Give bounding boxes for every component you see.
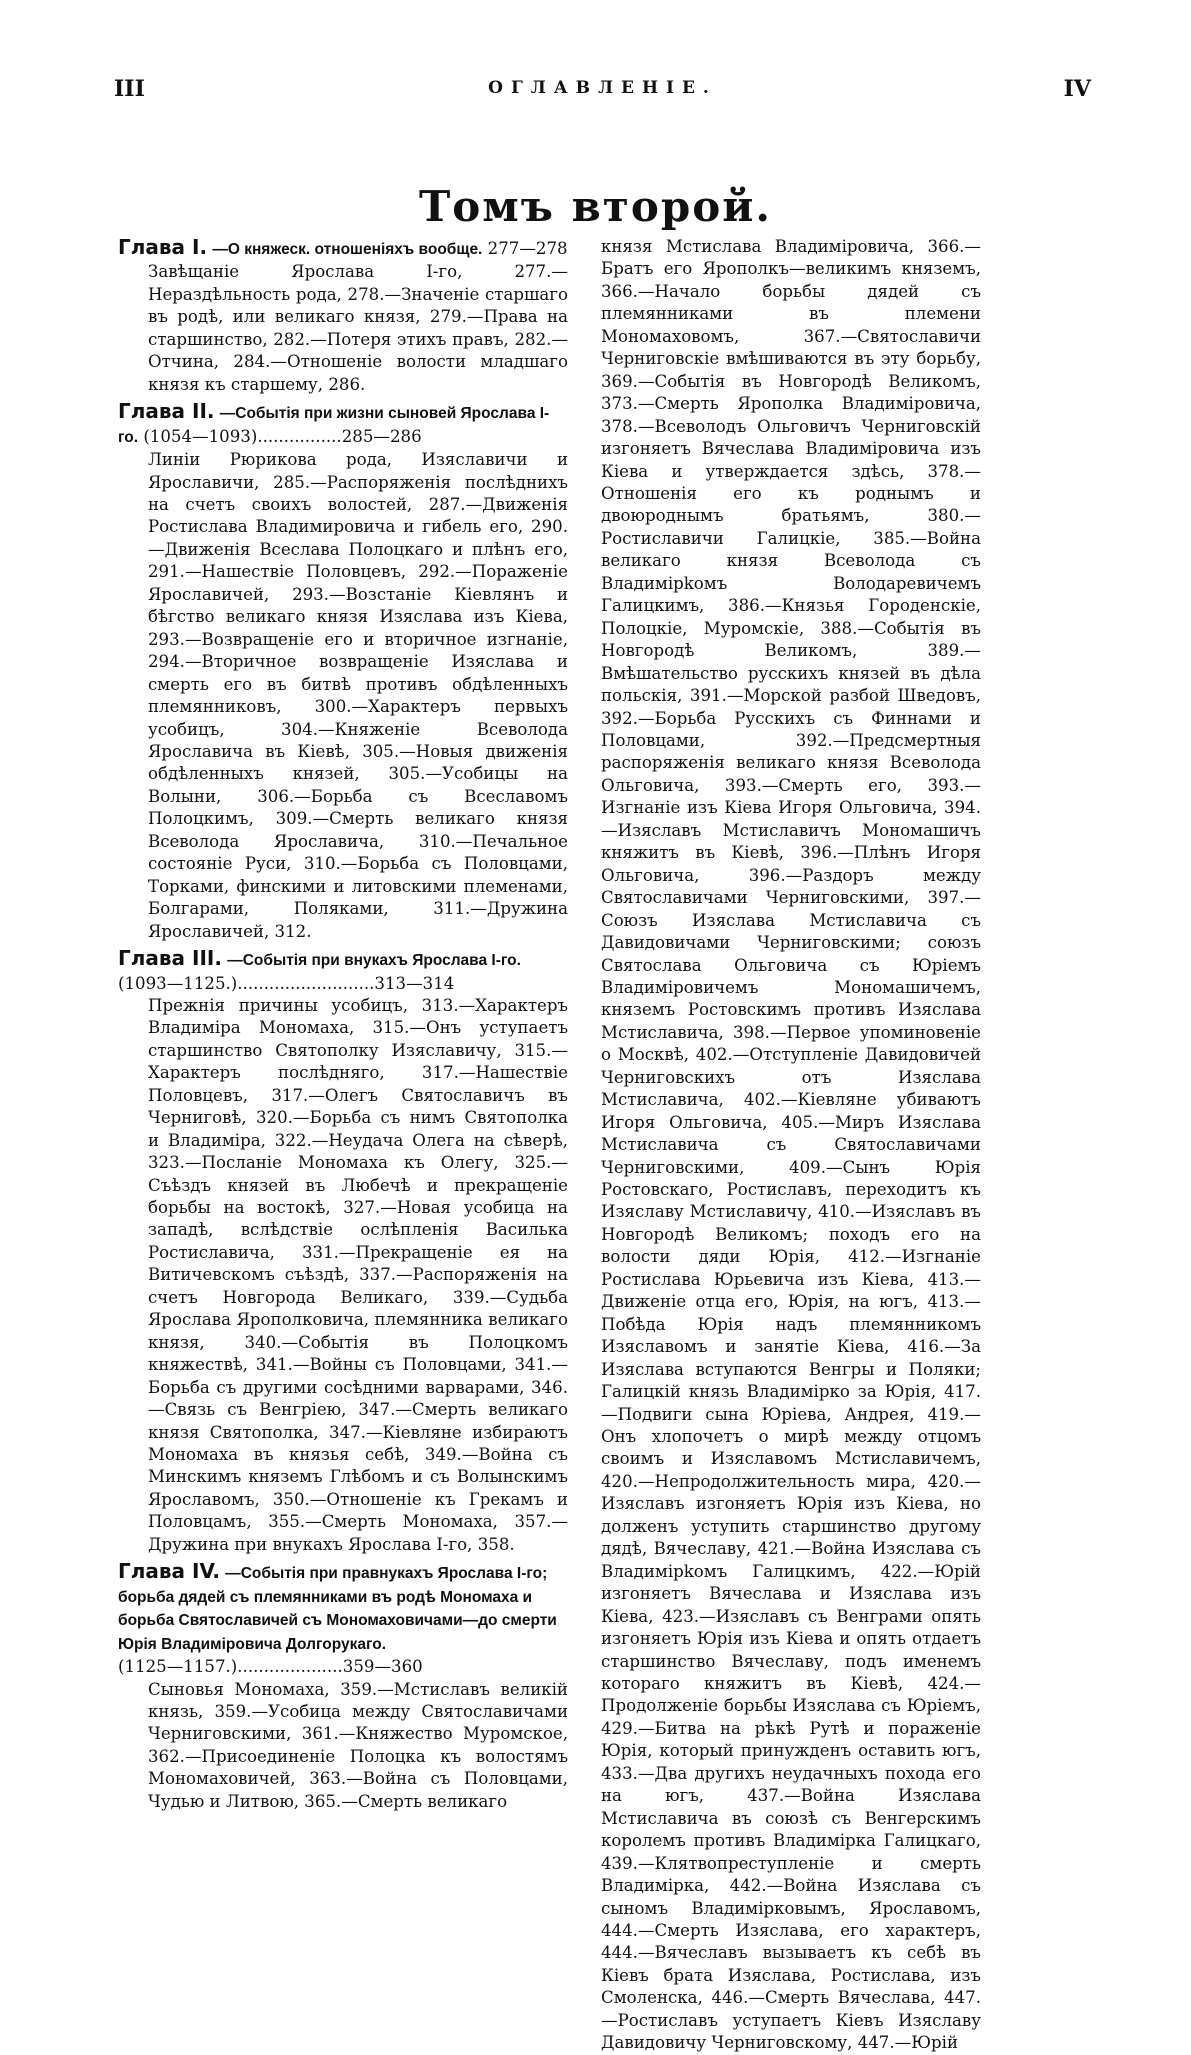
volume-title: Томъ второй. — [419, 182, 772, 231]
chapter-contents-continued: князя Мстислава Владиміровича, 366.—Братъ его Ярополкъ—великимъ княземъ, 366.—Начало борьбы дядей съ племянниками въ племени Мономаховомъ, 367.—Святославичи Черниговскіе вмѣшиваются въ эту борьбу, 369.—Событія въ Новгородѣ Великомъ, 373.—Смерть Ярополка Владиміровича, 378.—Всеволодъ Ольговичъ Черниговскій изгоняетъ Вячеслава Владиміровича изъ Кіева и утверждается здѣсь, 378.—Отношенія его къ роднымъ и двоюроднымъ братьямъ, 380.—Ростиславичи Галицкіе, 385.—Война великаго князя Всеволода съ Владимірkомъ Володаревичемъ Галицкимъ, 386.—Князья Городенскіе, Полоцкіе, Муромскіе, 388.—Событія въ Новгородѣ Великомъ, 389.—Вмѣшательство русскихъ князей въ дѣла польскія, 391.—Морской разбой Шведовъ, 392.—Борьба Русскихъ съ Финнами и Половцами, 392.—Предсмертныя распоряженія великаго князя Всеволода Ольговича, 393.—Смерть его, 393.—Изгнаніе изъ Кіева Игоря Ольговича, 394.—Изяславъ Мстиславичъ Мономашичъ княжитъ въ Кіевѣ, 396.—Плѣнъ Игоря Ольговича, 396.—Раздоръ между Святославичами Черниговскими, 397.—Союзъ Изяслава Мстиславича съ Давидовичами Черниговскими; союзъ Святослава Ольговича съ Юріемъ Владиміровичемъ Мономашичемъ, княземъ Ростовскимъ противъ Изяслава Мстиславича, 398.—Первое упоминовеніе о Москвѣ, 402.—Отступленіе Давидовичей Черниговскихъ отъ Изяслава Мстиславича, 402.—Кіевляне убиваютъ Игоря Ольговича, 405.—Миръ Изяслава Мстиславича съ Святославичами Черниговскими, 409.—Сынъ Юрія Ростовскаго, Ростиславъ, переходитъ къ Изяславу Мстиславичу, 410.—Изяславъ въ Новгородѣ Великомъ; походъ его на волости дяди Юрія, 412.—Изгнаніе Ростислава Юрьевича изъ Кіева, 413.—Движеніе отца его, Юрія, на югъ, 413.—Побѣда Юрія надъ племянникомъ Изяславомъ и занятіе Кіева, 416.—За Изяслава вступаются Венгры и Поляки; Галицкій князь Владимірко за Юрія, 417.—Подвиги сына Юріева, Андрея, 419.—Онъ хлопочетъ о мирѣ между отцомъ своимъ и Изяславомъ Мстиславичемъ, 420.—Непродолжительность мира, 420.—Изяславъ изгоняетъ Юрія изъ Кіева, но долженъ уступить старшинство другому дядѣ, Вячеславу, 421.—Война Изяслава съ Владимірkомъ Галицкимъ, 422.—Юрій изгоняетъ Вячеслава и Изяслава изъ Кіева, 423.—Изяславъ съ Венграми опять изгоняетъ Юрія изъ Кіева и опять отдаетъ старшинство Вячеславу, подъ именемъ котораго княжитъ въ Кіевѣ, 424.—Продолженіе борьбы Изяслава съ Юріемъ, 429.—Битва на рѣкѣ Рутѣ и пораженіе Юрія, который принужденъ оставить югъ, 433.—Два другихъ неудачныхъ похода его на югъ, 437.—Война Изяслава Мстиславича въ союзѣ съ Венгерскимъ королемъ противъ Владимірка Галицкаго, 439.—Клятвопреступленіе и смерть Владимірка, 442.—Война Изяслава съ сыномъ Владимірковымъ, Ярославомъ, 444.—Смерть Изяслава, его характеръ, 444.—Вячеславъ вызываетъ къ себѣ въ Кіевъ брата Изяслава, Ростислава, изъ Смоленска, 446.—Смерть Вячеслава, 447.—Ростиславъ уступаетъ Кіевъ Изяславу Давидовичу Черниговскому, 447.—Юрій — [601, 237, 981, 2053]
running-title: ОГЛАВЛЕНІЕ. — [488, 78, 717, 98]
chapter-label: Глава I. — [118, 235, 208, 259]
chapter-2 — [118, 400, 568, 943]
page-header — [114, 76, 1091, 106]
chapter-heading — [118, 1560, 568, 1678]
chapter-heading — [118, 400, 568, 449]
chapter-label: Глава IV. — [118, 1559, 220, 1584]
chapter-label: Глава II. — [118, 399, 215, 424]
chapter-page-range: 277—278 — [487, 239, 568, 258]
chapter-heading — [118, 236, 568, 261]
page-number-right: IV — [1063, 76, 1091, 102]
chapter-title: —О княжеск. отношеніяхъ вообще. — [212, 241, 483, 258]
chapter-contents: Сыновья Мономаха, 359.—Мстиславъ великій князь, 359.—Усобица между Святославичами Черниговскими, 361.—Княжество Муромское, 362.—Присоединеніе Полоцка къ волостямъ Мономаховичей, 363.—Война съ Половцами, Чудью и Литвою, 365.—Смерть великаго — [148, 1679, 568, 1811]
chapter-title: —Событія при внукахъ Ярослава I-го. — [227, 952, 521, 970]
chapter-contents: Прежнія причины усобицъ, 313.—Характеръ Владиміра Мономаха, 315.—Онъ уступаетъ старшинство Святополку Изяславичу, 315.—Характеръ послѣдняго, 317.—Нашествіе Половцевъ, 317.—Олегъ Святославичъ въ Черниговѣ, 320.—Борьба съ нимъ Святополка и Владиміра, 322.—Неудача Олега на сѣверѣ, 323.—Посланіе Мономаха къ Олегу, 325.—Съѣздъ князей въ Любечѣ и прекращеніе борьбы на востокѣ, 327.—Новая усобица на западѣ, вслѣдствіе ослѣпленія Василька Ростиславича, 331.—Прекращеніе ея на Витичевскомъ съѣздѣ, 337.—Распоряженія на счетъ Новгорода Великаго, 339.—Судьба Ярослава Ярополковича, племянника великаго князя, 340.—Событія въ Полоцкомъ княжествѣ, 341.—Войны съ Половцами, 341.—Борьба съ другими сосѣдними варварами, 346.—Связь съ Венгріею, 347.—Смерть великаго князя Святополка, 347.—Кіевляне избираютъ Мономаха въ князья себѣ, 349.—Война съ Минскимъ княземъ Глѣбомъ и съ Волынскимъ Ярославомъ, 350.—Отношеніе къ Грекамъ и Половцамъ, 355.—Смерть Мономаха, 357.—Дружина при внукахъ Ярослава I-го, 358. — [148, 995, 568, 1554]
chapter-page-range: (1125—1157.)....................359—360 — [118, 1657, 423, 1677]
chapter-title: —Событія при правнукахъ Ярослава I-го; борьба дядей съ племянниками въ родѣ Мономаха и борьба Святославичей съ Мономаховичами—до смерти Юрія Владиміровича Долгорукаго. — [118, 1565, 557, 1653]
right-column — [601, 236, 981, 2055]
chapter-4 — [118, 1560, 568, 1813]
left-column — [118, 236, 568, 1813]
chapter-heading — [118, 947, 568, 995]
chapter-page-range: (1093—1125.)..........................313—314 — [118, 973, 455, 993]
page-number-left: III — [114, 76, 145, 102]
chapter-contents: Завѣщаніе Ярослава I-го, 277.—Нераздѣльность рода, 278.—Значеніе старшаго въ родѣ, или великаго князя, 279.—Права на старшинство, 282.—Потеря этихъ правъ, 282.—Отчина, 284.—Отношеніе волости младшаго князя къ старшему, 286. — [148, 262, 568, 394]
chapter-1 — [118, 236, 568, 396]
chapter-contents: Линіи Рюрикова рода, Изяславичи и Ярославичи, 285.—Распоряженія послѣднихъ на счетъ своихъ волостей, 287.—Движенія Ростислава Владимировича и гибель его, 290.—Движенія Всеслава Полоцкаго и плѣнъ его, 291.—Нашествіе Половцевъ, 292.—Пораженіе Ярославичей, 293.—Возстаніе Кіевлянъ и бѣгство великаго князя Изяслава изъ Кіева, 293.—Возвращеніе его и вторичное изгнаніе, 294.—Вторичное возвращеніе Изяслава и смерть его въ битвѣ противъ обдѣленныхъ племянниковъ, 300.—Характеръ первыхъ усобицъ, 304.—Княженіе Всеволода Ярославича въ Кіевѣ, 305.—Новыя движенія обдѣленныхъ князей, 305.—Усобицы на Волыни, 306.—Борьба съ Всеславомъ Полоцкимъ, 309.—Смерть великаго князя Всеволода Ярославича, 310.—Печальное состояніе Руси, 310.—Борьба съ Половцами, Торками, финскими и литовскими племенами, Болгарами, Поляками, 311.—Дружина Ярославичей, 312. — [148, 450, 568, 941]
chapter-3 — [118, 947, 568, 1556]
chapter-title: —Событія при жизни сыновей Ярослава I-го. — [118, 405, 550, 446]
chapter-label: Глава III. — [118, 946, 222, 971]
chapter-page-range: (1054—1093)................285—286 — [143, 426, 422, 446]
